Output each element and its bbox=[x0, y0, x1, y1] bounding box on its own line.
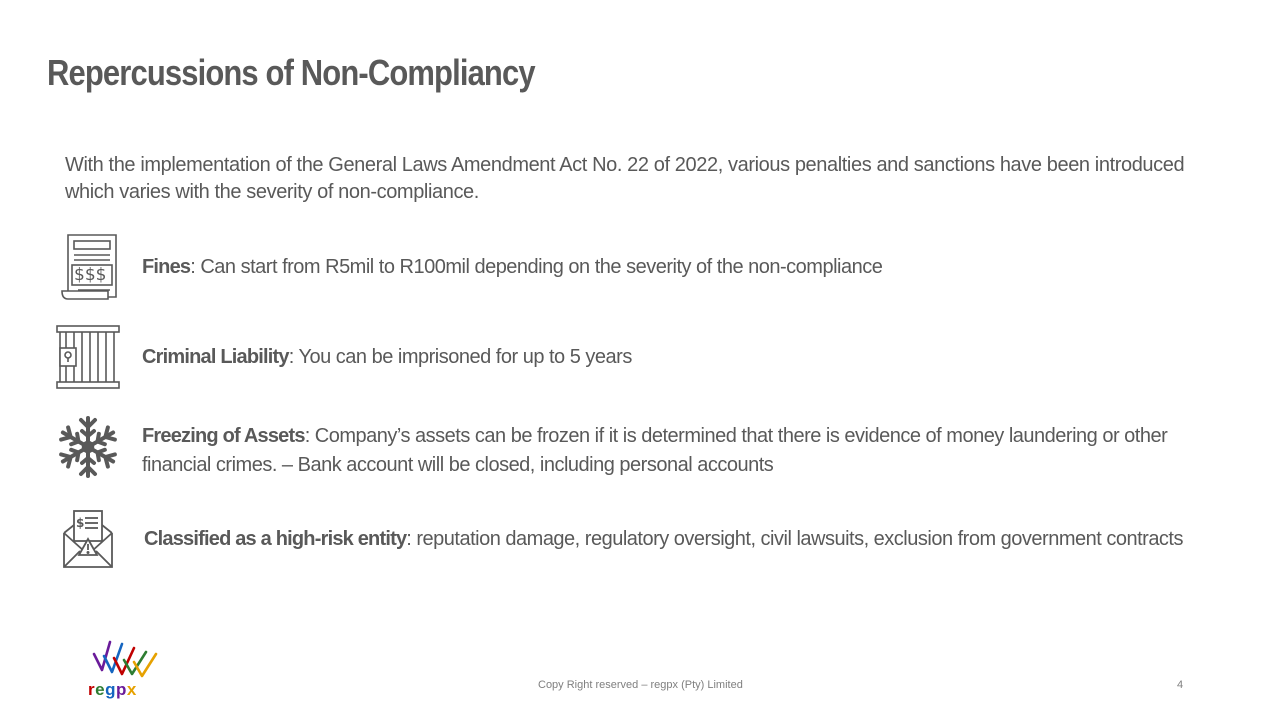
item-description: : You can be imprisoned for up to 5 years bbox=[288, 345, 632, 368]
item-label: Criminal Liability bbox=[142, 345, 289, 368]
item-description: : Can start from R5mil to R100mil depending on the severity of the non-compliance bbox=[190, 255, 883, 278]
page-number: 4 bbox=[1177, 679, 1184, 691]
jail-cell-icon bbox=[56, 324, 120, 390]
item-text bbox=[142, 253, 1182, 282]
invoice-dollar-icon bbox=[56, 234, 120, 300]
slide-title: Repercussions of Non-Compliancy bbox=[47, 52, 535, 93]
item-text bbox=[142, 343, 1182, 372]
logo-wordmark: regpx bbox=[88, 680, 137, 699]
svg-text:$$$: $$$ bbox=[74, 265, 107, 285]
list-item-fines bbox=[56, 234, 1182, 300]
snowflake-icon bbox=[56, 414, 120, 480]
list-item-high-risk-entity bbox=[56, 506, 1184, 572]
item-label: Classified as a high-risk entity bbox=[144, 527, 407, 550]
list-item-freezing-of-assets bbox=[56, 414, 1182, 480]
warning-envelope-icon bbox=[56, 506, 120, 572]
footer-copyright: Copy Right reserved – regpx (Pty) Limited bbox=[538, 679, 743, 691]
intro-paragraph: With the implementation of the General Laws Amendment Act No. 22 of 2022, various penalties and sanctions have been introduced which varies with the severity of non-compliance. bbox=[65, 154, 1185, 203]
item-text bbox=[142, 422, 1182, 480]
svg-text:$: $ bbox=[76, 516, 85, 530]
item-label: Fines bbox=[142, 255, 191, 278]
item-text bbox=[144, 525, 1184, 554]
item-description: : reputation damage, regulatory oversight, civil lawsuits, exclusion from government contracts bbox=[406, 527, 1183, 550]
item-description: : Company’s assets can be frozen if it is determined that there is evidence of money laundering or other financial crimes. – Bank account will be closed, including personal accounts bbox=[142, 425, 1168, 476]
list-item-criminal-liability bbox=[56, 324, 1182, 390]
regpx-logo bbox=[86, 636, 162, 702]
item-label: Freezing of Assets bbox=[142, 425, 305, 447]
